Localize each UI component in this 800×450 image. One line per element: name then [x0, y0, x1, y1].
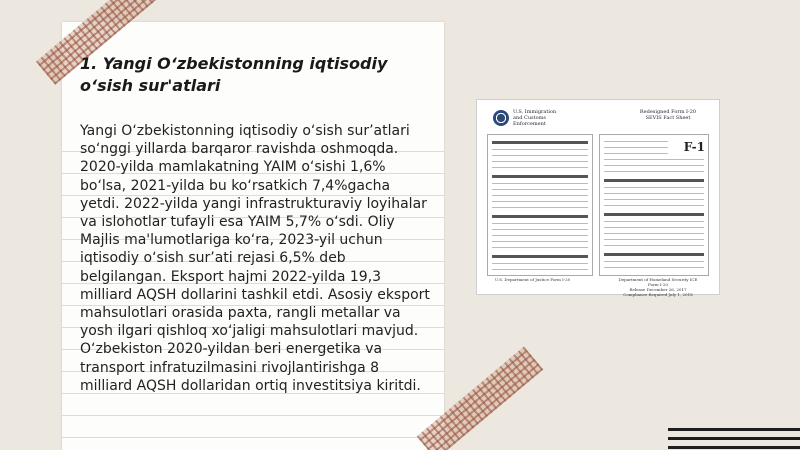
visa-type-badge: F-1	[683, 140, 705, 154]
dhs-seal-icon	[493, 110, 509, 126]
new-form-thumbnail	[599, 134, 709, 276]
document-header-right: Redesigned Form I-20 SEVIS Fact Sheet	[639, 109, 697, 121]
decorative-line-3	[668, 446, 800, 449]
decorative-line-2	[668, 437, 800, 440]
caption-right: Department of Homeland Security ICE Form I-20 Release December 26, 2017 Compliance Required July 1, 2018	[618, 277, 698, 297]
caption-left: U.S. Department of Justice Form I-20	[495, 277, 571, 282]
decorative-line-1	[668, 428, 800, 431]
slide-title: 1. Yangi O‘zbekistonning iqtisodiy o‘sish sur'atlari	[80, 54, 388, 95]
document-header-left: U.S. Immigration and Customs Enforcement	[513, 109, 557, 127]
document-content	[483, 106, 713, 297]
old-form-thumbnail	[487, 134, 593, 276]
slide-body-text: Yangi O‘zbekistonning iqtisodiy o‘sish sur’atlari so‘nggi yillarda barqaror ravishda oshmoqda. 2020-yilda mamlakatning YAIM o‘sishi 1,6% bo‘lsa, 2021-yilda bu ko‘rsatkich 7,4%gacha yetdi. 2022-yilda yangi infrastrukturaviy loyihalar va islohotlar tufayli esa YAIM 5,7% o‘sdi. Oliy Majlis ma'lumotlariga ko‘ra, 2023-yil uchun iqtisodiy o‘sish sur’ati rejasi 6,5% deb belgilangan. Eksport hajmi 2022-yilda 19,3 milliard AQSH dollarini tashkil etdi. Asosiy eksport mahsulotlari orasida paxta, rangli metallar va yosh ilgari qishloq xo‘jaligi mahsulotlari mavjud. O‘zbekiston 2020-yildan beri energetika va transport infratuzilmasini rivojlantirishga 8 milliard AQSH dollaridan ortiq investitsiya kiritdi.	[80, 123, 430, 394]
form-i20-image	[476, 99, 720, 295]
